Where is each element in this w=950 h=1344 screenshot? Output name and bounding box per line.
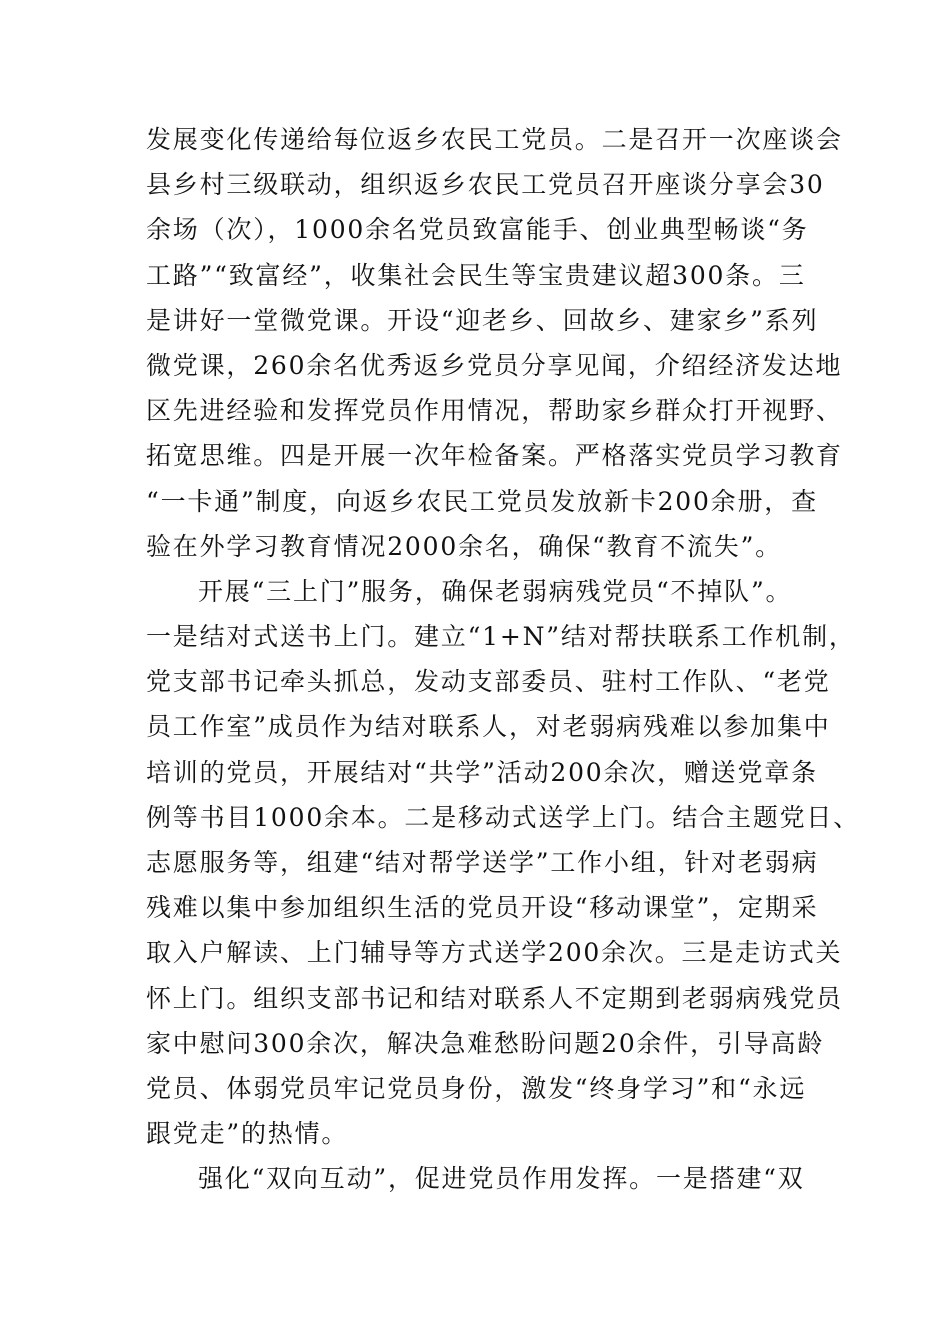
text-line: 区先进经验和发挥党员作用情况，帮助家乡群众打开视野、 [146, 396, 843, 426]
paragraph-2 [146, 569, 861, 1156]
text-line: 残难以集中参加组织生活的党员开设“移动课堂”，定期采 [146, 893, 819, 923]
text-line: 拓宽思维。四是开展一次年检备案。严格落实党员学习教育 [146, 441, 843, 471]
text-line: 员工作室”成员作为结对联系人，对老弱病残难以参加集中 [146, 712, 831, 742]
text-line: 微党课，260余名优秀返乡党员分享见闻，介绍经济发达地 [146, 350, 843, 380]
text-line: 跟党走”的热情。 [146, 1119, 349, 1149]
paragraph-1 [146, 117, 843, 569]
paragraph-3 [146, 1156, 816, 1201]
text-line: 培训的党员，开展结对“共学”活动200余次，赠送党章条 [146, 757, 818, 787]
text-line: “一卡通”制度，向返乡农民工党员发放新卡200余册，查 [146, 486, 818, 516]
text-line: 取入户解读、上门辅导等方式送学200余次。三是走访式关 [146, 938, 843, 968]
text-line: 发展变化传递给每位返乡农民工党员。二是召开一次座谈会 [146, 125, 843, 154]
text-line: 验在外学习教育情况2000余名，确保“教育不流失”。 [146, 531, 782, 561]
text-line: 一是结对式送书上门。建立“1+N”结对帮扶联系工作机制， [146, 622, 856, 652]
text-line: 余场（次），1000余名党员致富能手、创业典型畅谈“务 [146, 215, 809, 245]
text-line: 例等书目1000余本。二是移动式送学上门。结合主题党日、 [146, 802, 861, 832]
text-line: 开展“三上门”服务，确保老弱病残党员“不掉队”。 [198, 576, 793, 606]
text-line: 工路”“致富经”，收集社会民生等宝贵建议超300条。三 [146, 260, 806, 290]
document-body [146, 117, 861, 1202]
text-line: 强化“双向互动”，促进党员作用发挥。一是搭建“双 [198, 1164, 805, 1194]
text-line: 是讲好一堂微党课。开设“迎老乡、回故乡、建家乡”系列 [146, 305, 819, 335]
text-line: 怀上门。组织支部书记和结对联系人不定期到老弱病残党员 [146, 983, 843, 1013]
text-line: 家中慰问300余次，解决急难愁盼问题20余件，引导高龄 [146, 1028, 825, 1058]
text-line: 党支部书记牵头抓总，发动支部委员、驻村工作队、“老党 [146, 667, 831, 697]
text-line: 党员、体弱党员牢记党员身份，激发“终身学习”和“永远 [146, 1073, 807, 1103]
text-line: 县乡村三级联动，组织返乡农民工党员召开座谈分享会30 [146, 170, 825, 200]
text-line: 志愿服务等，组建“结对帮学送学”工作小组，针对老弱病 [146, 848, 819, 877]
